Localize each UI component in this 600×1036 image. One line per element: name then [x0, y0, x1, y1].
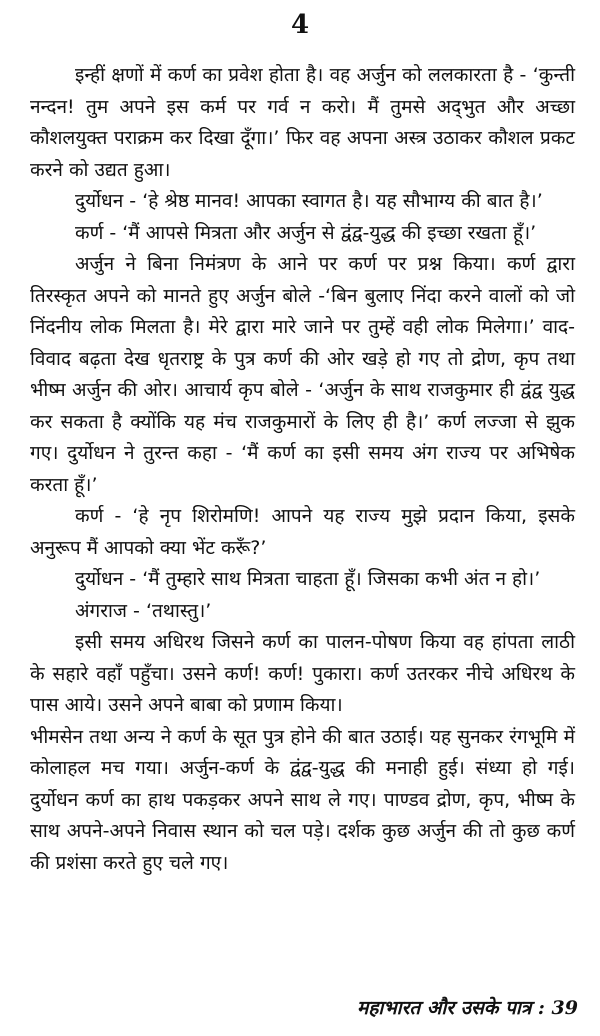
- paragraph: इसी समय अधिरथ जिसने कर्ण का पालन-पोषण किया वह हांपता लाठी के सहारे वहाँ पहुँचा। उसने कर्ण! कर्ण! पुकारा। कर्ण उतरकर नीचे अधिरथ के पास आये। उसने अपने बाबा को प्रणाम किया।: [30, 631, 575, 716]
- paragraph: भीमसेन तथा अन्य ने कर्ण के सूत पुत्र होने की बात उठाई। यह सुनकर रंगभूमि में कोलाहल मच गया। अर्जुन-कर्ण के द्वंद्व-युद्ध की मनाही हुई। संध्या हो गई। दुर्योधन कर्ण का हाथ पकड़कर अपने साथ ले गए। पाण्डव द्रोण, कृप, भीष्म के साथ अपने-अपने निवास स्थान को चल पड़े। दर्शक कुछ अर्जुन की तो कुछ कर्ण की प्रशंसा करते हुए चले गए।: [30, 725, 575, 874]
- paragraph: कर्ण - ‘हे नृप शिरोमणि! आपने यह राज्य मुझे प्रदान किया, इसके अनुरूप मैं आपको क्या भेंट करूँ?’: [30, 505, 575, 559]
- paragraph: दुर्योधन - ‘हे श्रेष्ठ मानव! आपका स्वागत है। यह सौभाग्य की बात है।’: [75, 190, 543, 212]
- paragraph: दुर्योधन - ‘मैं तुम्हारे साथ मित्रता चाहता हूँ। जिसका कभी अंत न हो।’: [75, 568, 541, 590]
- paragraph: इन्हीं क्षणों में कर्ण का प्रवेश होता है। वह अर्जुन को ललकारता है - ‘कुन्ती नन्दन! तुम अपने इस कर्म पर गर्व न करो। मैं तुमसे अद्‌भुत और अच्छा कौशलयुक्त पराक्रम कर दिखा दूँगा।’ फिर वह अपना अस्त्र उठाकर कौशल प्रकट करने को उद्यत हुआ।: [30, 64, 575, 181]
- body-text: [30, 60, 575, 879]
- page-footer: महाभारत और उसके पात्र : 39: [356, 997, 578, 1019]
- page-number: 4: [290, 10, 310, 40]
- paragraph: अंगराज - ‘तथास्तु।’: [75, 599, 212, 622]
- paragraph: कर्ण - ‘मैं आपसे मित्रता और अर्जुन से द्वंद्व-युद्ध की इच्छा रखता हूँ।’: [75, 221, 537, 244]
- paragraph: अर्जुन ने बिना निमंत्रण के आने पर कर्ण पर प्रश्न किया। कर्ण द्वारा तिरस्कृत अपने को मानते हुए अर्जुन बोले -‘बिन बुलाए निंदा करने वालों को जो निंदनीय लोक मिलता है। मेरे द्वारा मारे जाने पर तुम्हें वही लोक मिलेगा।’ वाद-विवाद बढ़ता देख धृतराष्ट्र के पुत्र कर्ण की ओर खड़े हो गए तो द्रोण, कृप तथा भीष्म अर्जुन की ओर। आचार्य कृप बोले - ‘अर्जुन के साथ राजकुमार ही द्वंद्व युद्ध कर सकता है क्योंकि यह मंच राजकुमारों के लिए ही है।’ कर्ण लज्जा से झुक गए। दुर्योधन ने तुरन्त कहा - ‘मैं कर्ण का इसी समय अंग राज्य पर अभिषेक करता हूँ।’: [30, 253, 575, 496]
